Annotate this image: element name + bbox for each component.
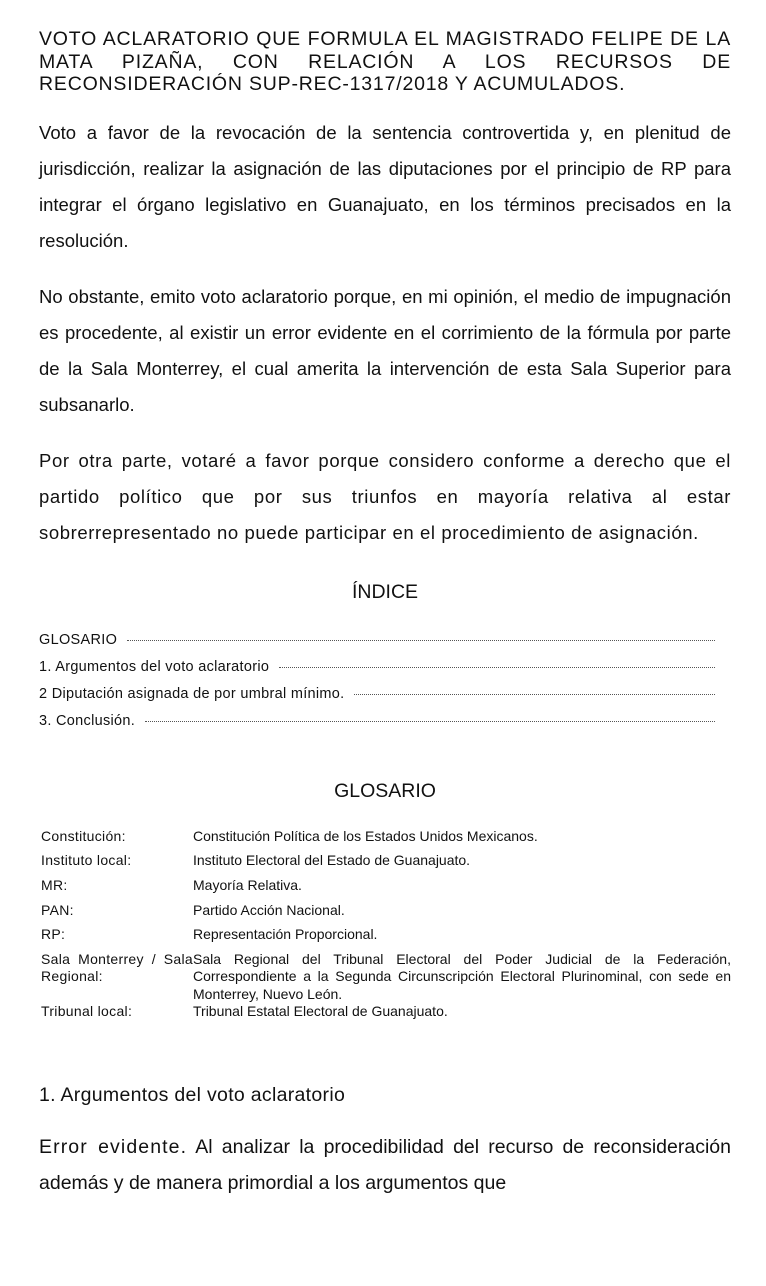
toc-item-conclusion[interactable] bbox=[39, 713, 731, 740]
paragraph-lead-text: Error evidente. bbox=[39, 1136, 188, 1159]
glossary-definition: Representación Proporcional. bbox=[193, 926, 378, 943]
toc-item-label: 2 Diputación asignada de por umbral mínimo. bbox=[39, 685, 345, 702]
paragraph-por-otra-parte bbox=[39, 443, 731, 551]
glossary-row bbox=[39, 852, 731, 877]
toc-dot-leader bbox=[354, 694, 715, 695]
section-heading-argumentos: 1. Argumentos del voto aclaratorio bbox=[39, 1084, 346, 1107]
document-page bbox=[39, 28, 731, 1201]
toc-item-label: 3. Conclusión. bbox=[39, 712, 136, 729]
glossary-definition: Sala Regional del Tribunal Electoral del Poder Judicial de la Federación, Correspondiente a la Segunda Circunscripción Electoral Plurinominal, con sede en Monterrey, Nuevo León. bbox=[193, 950, 731, 1002]
toc-dot-leader bbox=[145, 721, 715, 722]
glossary-row bbox=[39, 877, 731, 902]
glossary-term: RP: bbox=[41, 926, 66, 943]
paragraph-no-obstante: No obstante, emito voto aclaratorio porque, en mi opinión, el medio de impugnación es procedente, al existir un error evidente en el corrimiento de la fórmula por parte de la Sala Monterrey, el cual amerita la intervención de esta Sala Superior para subsanarlo. bbox=[39, 285, 731, 415]
glossary-row bbox=[39, 951, 731, 1004]
glossary-row bbox=[39, 1003, 731, 1028]
toc-item-argumentos[interactable] bbox=[39, 659, 731, 686]
glossary-definition: Partido Acción Nacional. bbox=[193, 901, 345, 918]
glossary-definition: Tribunal Estatal Electoral de Guanajuato. bbox=[193, 1003, 448, 1020]
document-title: VOTO ACLARATORIO QUE FORMULA EL MAGISTRADO FELIPE DE LA MATA PIZAÑA, CON RELACIÓN A LOS RECURSOS DE RECONSIDERACIÓN SUP-REC-1317/2018 Y ACUMULADOS. bbox=[39, 28, 731, 95]
glossary-definition: Constitución Política de los Estados Unidos Mexicanos. bbox=[193, 827, 538, 844]
toc-item-glosario[interactable] bbox=[39, 632, 731, 659]
glossary-term: PAN: bbox=[41, 901, 74, 918]
glossary-term: Tribunal local: bbox=[41, 1003, 133, 1020]
paragraph-body-text: Al analizar la procedibilidad del recurso de reconsideración además y de manera primordial a los argumentos que bbox=[39, 1136, 731, 1195]
toc-item-diputacion[interactable] bbox=[39, 686, 731, 713]
toc-dot-leader bbox=[279, 667, 715, 668]
glossary-definition: Instituto Electoral del Estado de Guanajuato. bbox=[193, 852, 471, 869]
glossary-row bbox=[39, 926, 731, 951]
toc-item-label: GLOSARIO bbox=[39, 631, 118, 648]
glossary-term: Sala Monterrey / Sala Regional: bbox=[41, 950, 193, 985]
glossary-table bbox=[39, 828, 731, 1029]
glossary-term: MR: bbox=[41, 876, 68, 893]
paragraph-vote-favor: Voto a favor de la revocación de la sentencia controvertida y, en plenitud de jurisdicción, realizar la asignación de las diputaciones por el principio de RP para integrar el órgano legislativo en Guanajuato, en los términos precisados en la resolución. bbox=[39, 121, 731, 251]
glosario-title: GLOSARIO bbox=[334, 779, 436, 802]
glossary-row bbox=[39, 828, 731, 853]
paragraph-por-otra-parte-text: Por otra parte, votaré a favor porque considero conforme a derecho que el partido político que por sus triunfos en mayoría relativa al estar sobrerrepresentado no puede participar en el procedimiento de asignación. bbox=[39, 449, 731, 543]
glossary-row bbox=[39, 902, 731, 927]
toc-dot-leader bbox=[127, 640, 715, 641]
glossary-term: Instituto local: bbox=[41, 852, 132, 869]
glossary-definition: Mayoría Relativa. bbox=[193, 876, 302, 893]
paragraph-error-evidente bbox=[39, 1129, 731, 1201]
indice-title: ÍNDICE bbox=[351, 580, 419, 603]
table-of-contents bbox=[39, 632, 731, 740]
glossary-term: Constitución: bbox=[41, 827, 126, 844]
toc-item-label: 1. Argumentos del voto aclaratorio bbox=[39, 658, 270, 675]
